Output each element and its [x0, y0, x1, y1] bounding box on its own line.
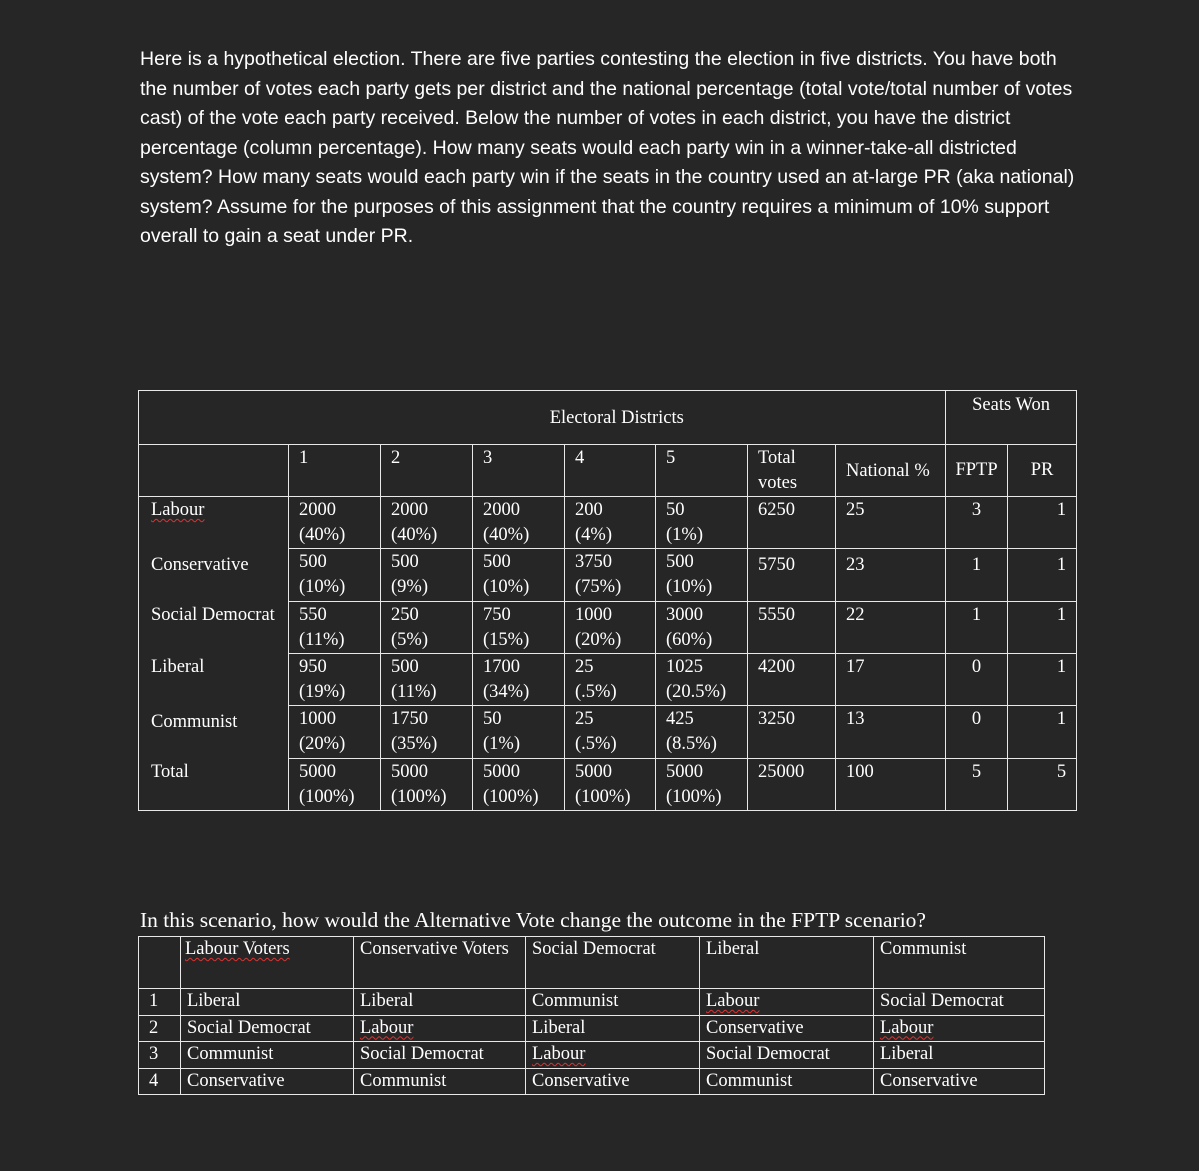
liberal-voters-header: Liberal	[700, 937, 874, 989]
results-row-labour	[139, 497, 1077, 549]
preference-row-4	[139, 1068, 1045, 1095]
district-2-cell: 1750 (35%)	[381, 706, 473, 759]
total-votes-cell: 4200	[748, 654, 836, 706]
preference-cell: Labour	[354, 1015, 526, 1042]
results-row-social-democrat	[139, 602, 1077, 654]
district-3-cell: 50 (1%)	[473, 706, 565, 759]
preference-cell: Social Democrat	[181, 1015, 354, 1042]
national-percent-cell: 17	[836, 654, 946, 706]
national-percent-cell: 100	[836, 759, 946, 811]
district-5-cell: 1025 (20.5%)	[656, 654, 748, 706]
national-percent-cell: 13	[836, 706, 946, 759]
total-votes-cell: 5550	[748, 602, 836, 654]
preference-cell: Labour	[874, 1015, 1045, 1042]
preference-cell: Social Democrat	[874, 989, 1045, 1016]
preference-cell: Communist	[181, 1042, 354, 1069]
district-3-cell: 1700 (34%)	[473, 654, 565, 706]
preference-cell: Liberal	[874, 1042, 1045, 1069]
labour-voters-header: Labour Voters	[181, 937, 354, 989]
party-name: Labour	[139, 497, 289, 549]
national-percent-cell: 25	[836, 497, 946, 549]
district-2-cell: 250 (5%)	[381, 602, 473, 654]
total-votes-cell: 25000	[748, 759, 836, 811]
district-5-cell: 425 (8.5%)	[656, 706, 748, 759]
district-2-cell: 500 (11%)	[381, 654, 473, 706]
electoral-districts-header: Electoral Districts	[289, 391, 946, 445]
district-1-cell: 550 (11%)	[289, 602, 381, 654]
party-name: Liberal	[139, 654, 289, 706]
district-3-cell: 500 (10%)	[473, 549, 565, 602]
rank-label: 1	[139, 989, 181, 1016]
district-4-cell: 25 (.5%)	[565, 654, 656, 706]
national-percent-cell: 23	[836, 549, 946, 602]
rank-label: 2	[139, 1015, 181, 1042]
national-percent-header: National %	[836, 445, 946, 497]
preference-cell: Social Democrat	[700, 1042, 874, 1069]
preference-cell: Labour	[700, 989, 874, 1016]
pr-seats-cell: 1	[1008, 654, 1077, 706]
social-democrat-voters-header: Social Democrat	[526, 937, 700, 989]
party-name: Social Democrat	[139, 602, 289, 654]
preference-cell: Conservative	[181, 1068, 354, 1095]
district-1-header: 1	[289, 445, 381, 497]
fptp-seats-cell: 3	[946, 497, 1008, 549]
district-5-cell: 500 (10%)	[656, 549, 748, 602]
district-4-cell: 5000 (100%)	[565, 759, 656, 811]
fptp-header: FPTP	[946, 445, 1008, 497]
fptp-seats-cell: 0	[946, 706, 1008, 759]
results-row-communist	[139, 706, 1077, 759]
preference-cell: Social Democrat	[354, 1042, 526, 1069]
district-4-cell: 1000 (20%)	[565, 602, 656, 654]
pr-seats-cell: 1	[1008, 497, 1077, 549]
district-1-cell: 500 (10%)	[289, 549, 381, 602]
alternative-vote-question: In this scenario, how would the Alternative Vote change the outcome in the FPTP scenario?	[140, 908, 926, 932]
results-row-conservative	[139, 549, 1077, 602]
preference-row-2	[139, 1015, 1045, 1042]
assignment-instructions: Here is a hypothetical election. There are five parties contesting the election in five districts. You have both the number of votes each party gets per district and the national percentage (total vote/total number of votes cast) of the vote each party received. Below the number of votes in each district, you have the district percentage (column percentage). How many seats would each party win in a winner-take-all districted system? How many seats would each party win if the seats in the country used an at-large PR (aka national) system? Assume for the purposes of this assignment that the country requires a minimum of 10% support overall to gain a seat under PR.	[140, 48, 1075, 247]
district-4-cell: 200 (4%)	[565, 497, 656, 549]
preference-cell: Communist	[700, 1068, 874, 1095]
preference-row-3	[139, 1042, 1045, 1069]
district-1-cell: 1000 (20%)	[289, 706, 381, 759]
preference-rankings-table	[138, 936, 1045, 1095]
district-5-header: 5	[656, 445, 748, 497]
preference-row-1	[139, 989, 1045, 1016]
communist-voters-header: Communist	[874, 937, 1045, 989]
district-2-header: 2	[381, 445, 473, 497]
preference-cell: Communist	[354, 1068, 526, 1095]
preference-cell: Liberal	[354, 989, 526, 1016]
preference-cell: Labour	[526, 1042, 700, 1069]
total-votes-header: Total votes	[748, 445, 836, 497]
district-3-cell: 750 (15%)	[473, 602, 565, 654]
fptp-seats-cell: 0	[946, 654, 1008, 706]
district-5-cell: 5000 (100%)	[656, 759, 748, 811]
pr-seats-cell: 1	[1008, 706, 1077, 759]
pr-seats-cell: 5	[1008, 759, 1077, 811]
district-1-cell: 5000 (100%)	[289, 759, 381, 811]
rank-label: 3	[139, 1042, 181, 1069]
pr-seats-cell: 1	[1008, 602, 1077, 654]
national-percent-cell: 22	[836, 602, 946, 654]
party-name: Conservative	[139, 549, 289, 602]
district-5-cell: 50 (1%)	[656, 497, 748, 549]
party-name: Communist	[139, 706, 289, 759]
results-row-total	[139, 759, 1077, 811]
header-corner	[139, 391, 289, 445]
district-2-cell: 2000 (40%)	[381, 497, 473, 549]
district-3-header: 3	[473, 445, 565, 497]
seats-won-header: Seats Won	[946, 391, 1077, 445]
total-votes-cell: 3250	[748, 706, 836, 759]
rank-label: 4	[139, 1068, 181, 1095]
district-1-cell: 2000 (40%)	[289, 497, 381, 549]
fptp-seats-cell: 5	[946, 759, 1008, 811]
district-4-cell: 25 (.5%)	[565, 706, 656, 759]
party-name: Total	[139, 759, 289, 811]
pr-seats-cell: 1	[1008, 549, 1077, 602]
district-2-cell: 500 (9%)	[381, 549, 473, 602]
total-votes-cell: 6250	[748, 497, 836, 549]
party-column-header	[139, 445, 289, 497]
preference-cell: Communist	[526, 989, 700, 1016]
preference-cell: Liberal	[181, 989, 354, 1016]
conservative-voters-header: Conservative Voters	[354, 937, 526, 989]
preference-cell: Conservative	[700, 1015, 874, 1042]
pr-header: PR	[1008, 445, 1077, 497]
district-1-cell: 950 (19%)	[289, 654, 381, 706]
fptp-seats-cell: 1	[946, 602, 1008, 654]
preference-cell: Conservative	[874, 1068, 1045, 1095]
district-2-cell: 5000 (100%)	[381, 759, 473, 811]
district-4-header: 4	[565, 445, 656, 497]
rank-column-header	[139, 937, 181, 989]
preference-cell: Liberal	[526, 1015, 700, 1042]
preference-cell: Conservative	[526, 1068, 700, 1095]
district-3-cell: 2000 (40%)	[473, 497, 565, 549]
district-3-cell: 5000 (100%)	[473, 759, 565, 811]
fptp-seats-cell: 1	[946, 549, 1008, 602]
district-4-cell: 3750 (75%)	[565, 549, 656, 602]
results-row-liberal	[139, 654, 1077, 706]
total-votes-cell: 5750	[748, 549, 836, 602]
district-5-cell: 3000 (60%)	[656, 602, 748, 654]
election-results-table	[138, 390, 1077, 811]
